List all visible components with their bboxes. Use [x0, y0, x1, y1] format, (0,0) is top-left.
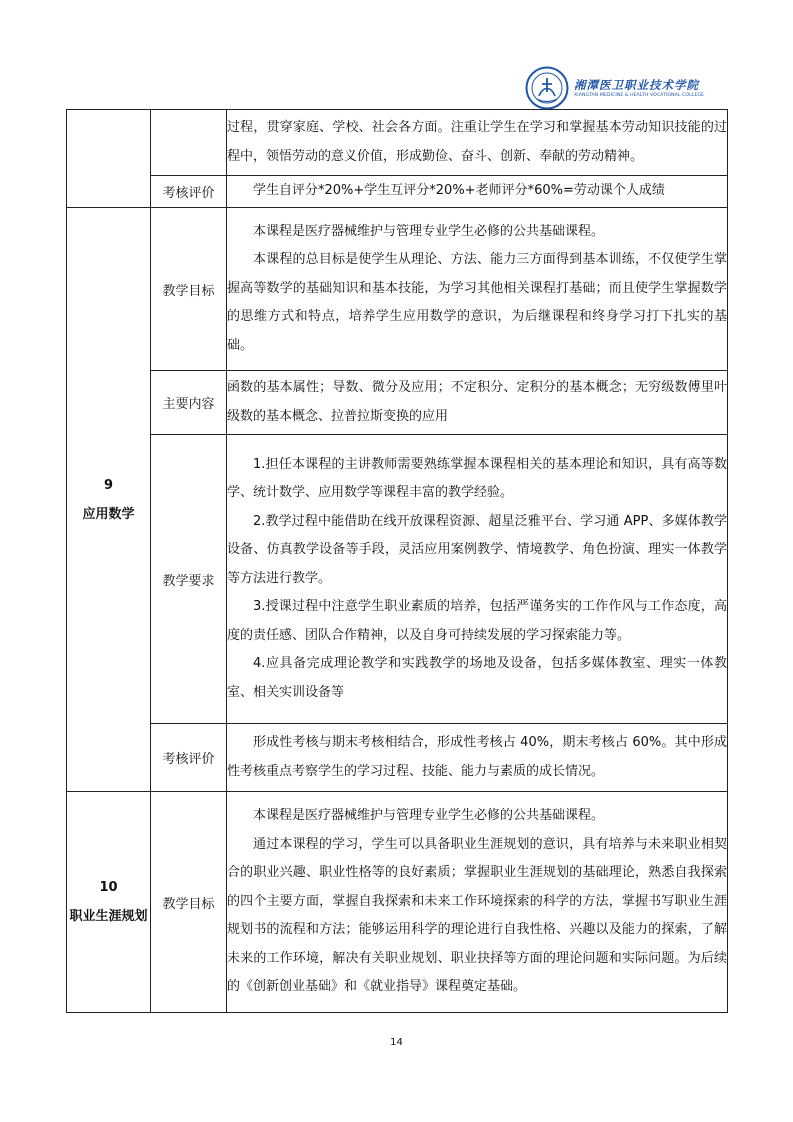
math-course-name: 应用数学 — [82, 506, 135, 522]
math-content-label: 主要内容 — [151, 371, 227, 435]
math-requirement-para: 1.担任本课程的主讲教师需要熟练掌握本课程相关的基本理论和知识，具有高等数学、统计数学、应用数学等课程丰富的教学经验。 — [227, 456, 727, 501]
career-course-number: 10 — [99, 880, 118, 895]
math-requirement-label: 教学要求 — [151, 435, 227, 724]
labor-objective-cell — [227, 110, 728, 176]
math-assessment-text: 形成性考核与期末考核相结合，形成性考核占 40%，期末考核占 60%。其中形成性考核重点考察学生的学习过程、技能、能力与素质的成长情况。 — [227, 735, 727, 779]
math-requirement-cell — [227, 435, 728, 724]
course-label-cell — [151, 110, 227, 176]
table-row — [67, 435, 728, 724]
labor-assessment-cell — [227, 176, 728, 208]
math-content-text: 函数的基本属性；导数、微分及应用；不定积分、定积分的基本概念；无穷级数傅里叶级数的基本概念、拉普拉斯变换的应用 — [227, 380, 727, 424]
page-number: 14 — [390, 1037, 403, 1048]
math-assessment-label: 考核评价 — [151, 724, 227, 792]
curriculum-table — [66, 109, 728, 1013]
table-row — [67, 724, 728, 792]
career-course-name: 职业生涯规划 — [69, 909, 148, 924]
math-course-number: 9 — [103, 477, 114, 493]
career-objective-label: 教学目标 — [151, 792, 227, 1013]
career-objective-cell — [227, 792, 728, 1013]
math-assessment-cell — [227, 724, 728, 792]
career-objective-para: 通过本课程的学习，学生可以具备职业生涯规划的意识，具有培养与未来职业相契合的职业兴趣、职业性格等的良好素质；掌握职业生涯规划的基础理论，熟悉自我探索的四个主要方面，掌握自我探索和未来工作环境探索的科学的方法，掌握书写职业生涯规划书的流程和方法；能够运用科学的理论进行自我性格、兴趣以及能力的探索，了解未来的工作环境，解决有关职业规划、职业抉择等方面的理论问题和实际问题。为后续的《创新创业基础》和《就业指导》课程奠定基础。 — [227, 836, 727, 995]
math-content-cell — [227, 371, 728, 435]
labor-assessment-text: 学生自评分*20%+学生互评分*20%+老师评分*60%=劳动课个人成绩 — [253, 183, 665, 199]
career-course-cell — [67, 792, 151, 1013]
table-row — [67, 371, 728, 435]
math-requirement-para: 2.教学过程中能借助在线开放课程资源、超星泛雅平台、学习通 APP、多媒体教学设备、仿真教学设备等手段，灵活应用案例教学、情境教学、角色扮演、理实一体教学等方法进行教学。 — [227, 513, 727, 586]
table-row — [67, 176, 728, 208]
college-name-en: XIANGTAN MEDICINE & HEALTH VOCATIONAL COLLEGE — [574, 92, 705, 98]
labor-assessment-label: 考核评价 — [151, 176, 227, 208]
math-requirement-para: 4.应具备完成理论教学和实践教学的场地及设备，包括多媒体教室、理实一体教室、相关实训设备等 — [227, 656, 727, 700]
college-logo — [525, 66, 704, 110]
college-emblem-icon — [525, 66, 569, 110]
math-objective-cell — [227, 208, 728, 371]
course-number-cell — [67, 110, 151, 208]
college-name-cn: 湘潭医卫职业技术学院 — [574, 77, 699, 92]
labor-objective-text: 过程，贯穿家庭、学校、社会各方面。注重让学生在学习和掌握基本劳动知识技能的过程中，领悟劳动的意义价值，形成勤俭、奋斗、创新、奉献的劳动精神。 — [227, 120, 727, 164]
table-row — [67, 208, 728, 371]
table-row — [67, 110, 728, 176]
math-objective-para: 本课程是医疗器械维护与管理专业学生必修的公共基础课程。 — [253, 223, 605, 239]
math-requirement-para: 3.授课过程中注意学生职业素质的培养，包括严谨务实的工作作风与工作态度，高度的责任感、团队合作精神，以及自身可持续发展的学习探索能力等。 — [227, 599, 727, 643]
math-course-cell — [67, 208, 151, 792]
math-objective-label: 教学目标 — [151, 208, 227, 371]
career-objective-para: 本课程是医疗器械维护与管理专业学生必修的公共基础课程。 — [253, 808, 605, 824]
table-row — [67, 792, 728, 1013]
math-objective-para: 本课程的总目标是使学生从理论、方法、能力三方面得到基本训练，不仅使学生掌握高等数学的基础知识和基本技能，为学习其他相关课程打基础；而且使学生掌握数学的思维方式和特点，培养学生应用数学的意识，为后继课程和终身学习打下扎实的基础。 — [227, 252, 727, 353]
